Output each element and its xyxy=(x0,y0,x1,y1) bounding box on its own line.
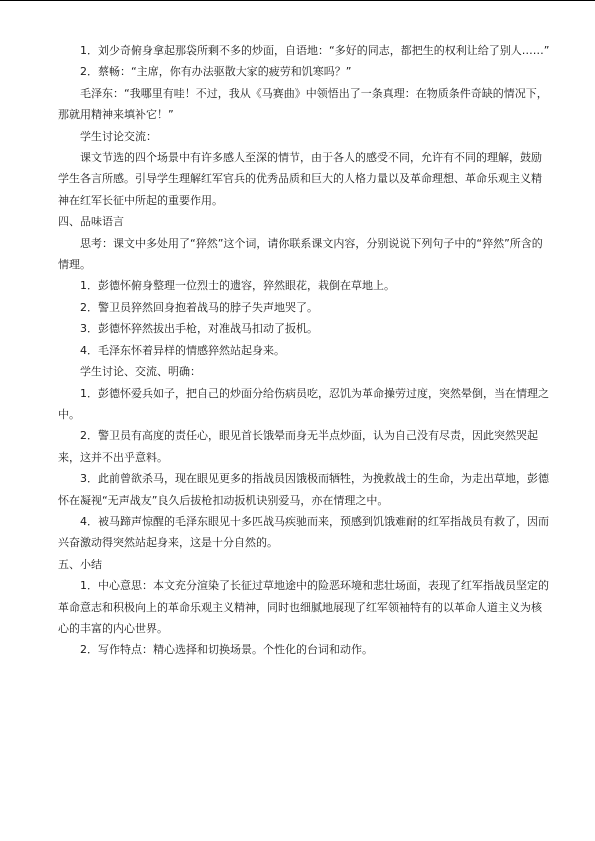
list-item-sentence-3: 3．彭德怀猝然拔出手枪，对准战马扣动了扳机。 xyxy=(80,322,318,336)
list-item-answer-2: 2．警卫员有高度的责任心，眼见首长饿晕而身无半点炒面，认为自己没有尽责，因此突然哭起来，这并不出乎意料。 xyxy=(58,429,538,464)
list-item-summary-2: 2．写作特点：精心选择和切换场景。个性化的台词和动作。 xyxy=(80,643,373,657)
page-top-border xyxy=(0,0,595,1)
list-item-answer-1: 1．彭德怀爱兵如子，把自己的炒面分给伤病员吃，忍饥为革命操劳过度，突然晕倒，当在情理之中。 xyxy=(58,386,549,421)
paragraph-summary-scenes: 课文节选的四个场景中有许多感人至深的情节，由于各人的感受不同，允许有不同的理解，鼓励学生各言所感。引导学生理解红军官兵的优秀品质和巨大的人格力量以及革命理想、革命乐观主义精神在红军长征中所起的重要作用。 xyxy=(58,151,542,207)
paragraph-mao-zedong: 毛泽东：“我哪里有哇！不过，我从《马赛曲》中领悟出了一条真理：在物质条件奇缺的情况下，那就用精神来填补它！” xyxy=(58,86,548,122)
paragraph-discussion-2: 学生讨论、交流、明确： xyxy=(80,365,201,379)
list-item-answer-3: 3．此前曾欲杀马，现在眼见更多的指战员因饿极而牺牲，为挽救战士的生命，为走出草地，彭德怀在凝视“无声战友”良久后拔枪扣动扳机诀别爱马，亦在情理之中。 xyxy=(58,472,549,507)
section-heading-5: 五、小结 xyxy=(58,557,102,571)
paragraph-cai-chang: 2．蔡畅：“主席，你有办法驱散大家的疲劳和饥寒吗？” xyxy=(80,65,352,79)
paragraph-liu-shaoqi: 1．刘少奇俯身拿起那袋所剩不多的炒面，自语地：“多好的同志，都把生的权利让给了别人……” xyxy=(80,44,550,57)
section-heading-4: 四、品味语言 xyxy=(58,215,124,229)
paragraph-discussion-1: 学生讨论交流： xyxy=(80,129,157,143)
list-item-sentence-2: 2．警卫员猝然回身抱着战马的脖子失声地哭了。 xyxy=(80,300,318,314)
list-item-sentence-4: 4．毛泽东怀着异样的情感猝然站起身来。 xyxy=(80,343,285,357)
document-body xyxy=(58,40,552,661)
list-item-summary-1: 1．中心意思：本文充分渲染了长征过草地途中的险恶环境和悲壮场面，表现了红军指战员坚定的革命意志和积极向上的革命乐观主义精神，同时也细腻地展现了红军领袖特有的以革命人道主义为核心的丰富的内心世界。 xyxy=(58,579,549,635)
list-item-answer-4: 4．被马蹄声惊醒的毛泽东眼见十多匹战马疾驰而来，预感到饥饿难耐的红军指战员有救了，因而兴奋激动得突然站起身来，这是十分自然的。 xyxy=(58,514,549,550)
list-item-sentence-1: 1．彭德怀俯身整理一位烈士的遗容，猝然眼花，栽倒在草地上。 xyxy=(80,279,395,293)
paragraph-think-question: 思考：课文中多处用了“猝然”这个词，请你联系课文内容，分别说说下列句子中的“猝然”所含的情理。 xyxy=(58,236,543,272)
